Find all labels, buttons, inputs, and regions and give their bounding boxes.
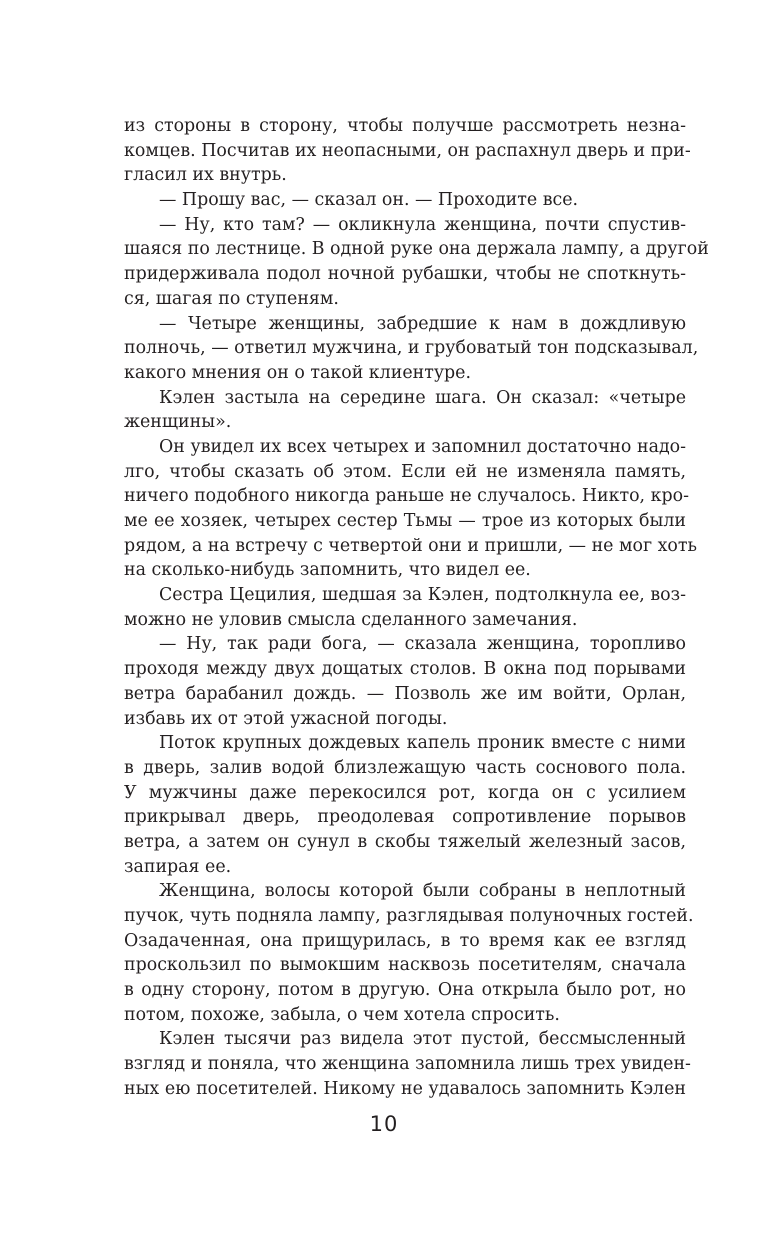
text-line: проскользил по вымокшим насквозь посетителям, сначала — [124, 955, 686, 976]
text-line: полночь, — ответил мужчина, и грубоватый тон подсказывал, — [124, 338, 699, 359]
text-line: шаяся по лестнице. В одной руке она держала лампу, а другой — [124, 239, 709, 260]
text-line: какого мнения он о такой клиентуре. — [124, 362, 472, 383]
text-line: пучок, чуть подняла лампу, разглядывая полуночных гостей. — [124, 906, 694, 926]
text-line: потом, похоже, забыла, о чем хотела спросить. — [124, 1004, 560, 1025]
text-line: на сколько-нибудь запомнить, что видел ее. — [124, 560, 531, 581]
text-line: из стороны в сторону, чтобы получше рассмотреть незна- — [124, 116, 686, 136]
text-line: Кэлен тысячи раз видела этот пустой, бессмысленный — [159, 1029, 686, 1050]
paragraph — [124, 213, 709, 312]
paragraph — [124, 731, 686, 879]
text-line: Женщина, волосы которой были собраны в неплотный — [159, 881, 686, 902]
text-line: — Ну, кто там? — окликнула женщина, почти спустив- — [159, 214, 686, 235]
text-line: Озадаченная, она прищурилась, в то время как ее взгляд — [124, 930, 686, 951]
page-number: 10 — [369, 1112, 399, 1136]
paragraph — [124, 114, 691, 188]
text-line: — Ну, так ради бога, — сказала женщина, торопливо — [159, 634, 686, 655]
paragraph — [124, 435, 697, 583]
text-line: запирая ее. — [124, 856, 232, 877]
paragraph — [124, 583, 686, 632]
text-line: лго, чтобы сказать об этом. Если ей не изменяла память, — [124, 461, 686, 482]
text-line: гласил их внутрь. — [124, 165, 287, 186]
text-line: рядом, а на встречу с четвертой они и пришли, — не мог хоть — [124, 535, 697, 556]
text-line: в дверь, залив водой близлежащую часть соснового пола. — [124, 757, 686, 778]
text-line: комцев. Посчитав их неопасными, он распахнул дверь и при- — [124, 140, 691, 161]
text-line: женщины». — [124, 412, 232, 433]
text-line: У мужчины даже перекосился рот, когда он с усилием — [124, 782, 686, 803]
text-line: Сестра Цецилия, шедшая за Кэлен, подтолкнула ее, воз- — [159, 585, 686, 606]
body-text — [124, 114, 709, 1102]
text-line: ных ею посетителей. Никому не удавалось запомнить Кэлен — [124, 1078, 686, 1099]
text-line: ничего подобного никогда раньше не случалось. Никто, кро- — [124, 486, 689, 507]
text-line: Кэлен застыла на середине шага. Он сказал: «четыре — [159, 387, 686, 408]
text-line: ветра, а затем он сунул в скобы тяжелый железный засов, — [124, 831, 686, 852]
text-line: — Четыре женщины, забредшие к нам в дождливую — [159, 313, 686, 334]
paragraph — [124, 1027, 691, 1101]
text-line: придерживала подол ночной рубашки, чтобы не споткнуть- — [124, 264, 686, 285]
text-line: ме ее хозяек, четырех сестер Тьмы — трое из которых были — [124, 511, 686, 531]
text-line: Он увидел их всех четырех и запомнил достаточно надо- — [159, 436, 686, 457]
text-line: — Прошу вас, — сказал он. — Проходите все. — [159, 190, 579, 211]
text-line: ветра барабанил дождь. — Позволь же им войти, Орлан, — [124, 683, 686, 704]
text-line: ся, шагая по ступеням. — [124, 288, 339, 309]
text-line: избавь их от этой ужасной погоды. — [124, 708, 448, 729]
paragraph — [124, 632, 686, 731]
text-line: прикрывал дверь, преодолевая сопротивление порывов — [124, 807, 686, 828]
paragraph — [124, 188, 686, 213]
text-line: взгляд и поняла, что женщина запомнила лишь трех увиден- — [124, 1054, 691, 1075]
text-line: можно не уловив смысла сделанного замечания. — [124, 609, 578, 630]
text-line: в одну сторону, потом в другую. Она открыла было рот, но — [124, 980, 686, 1001]
paragraph — [124, 386, 686, 435]
paragraph — [124, 312, 699, 386]
text-line: проходя между двух дощатых столов. В окна под порывами — [124, 659, 686, 680]
paragraph — [124, 879, 694, 1027]
text-line: Поток крупных дождевых капель проник вместе с ними — [159, 733, 686, 754]
